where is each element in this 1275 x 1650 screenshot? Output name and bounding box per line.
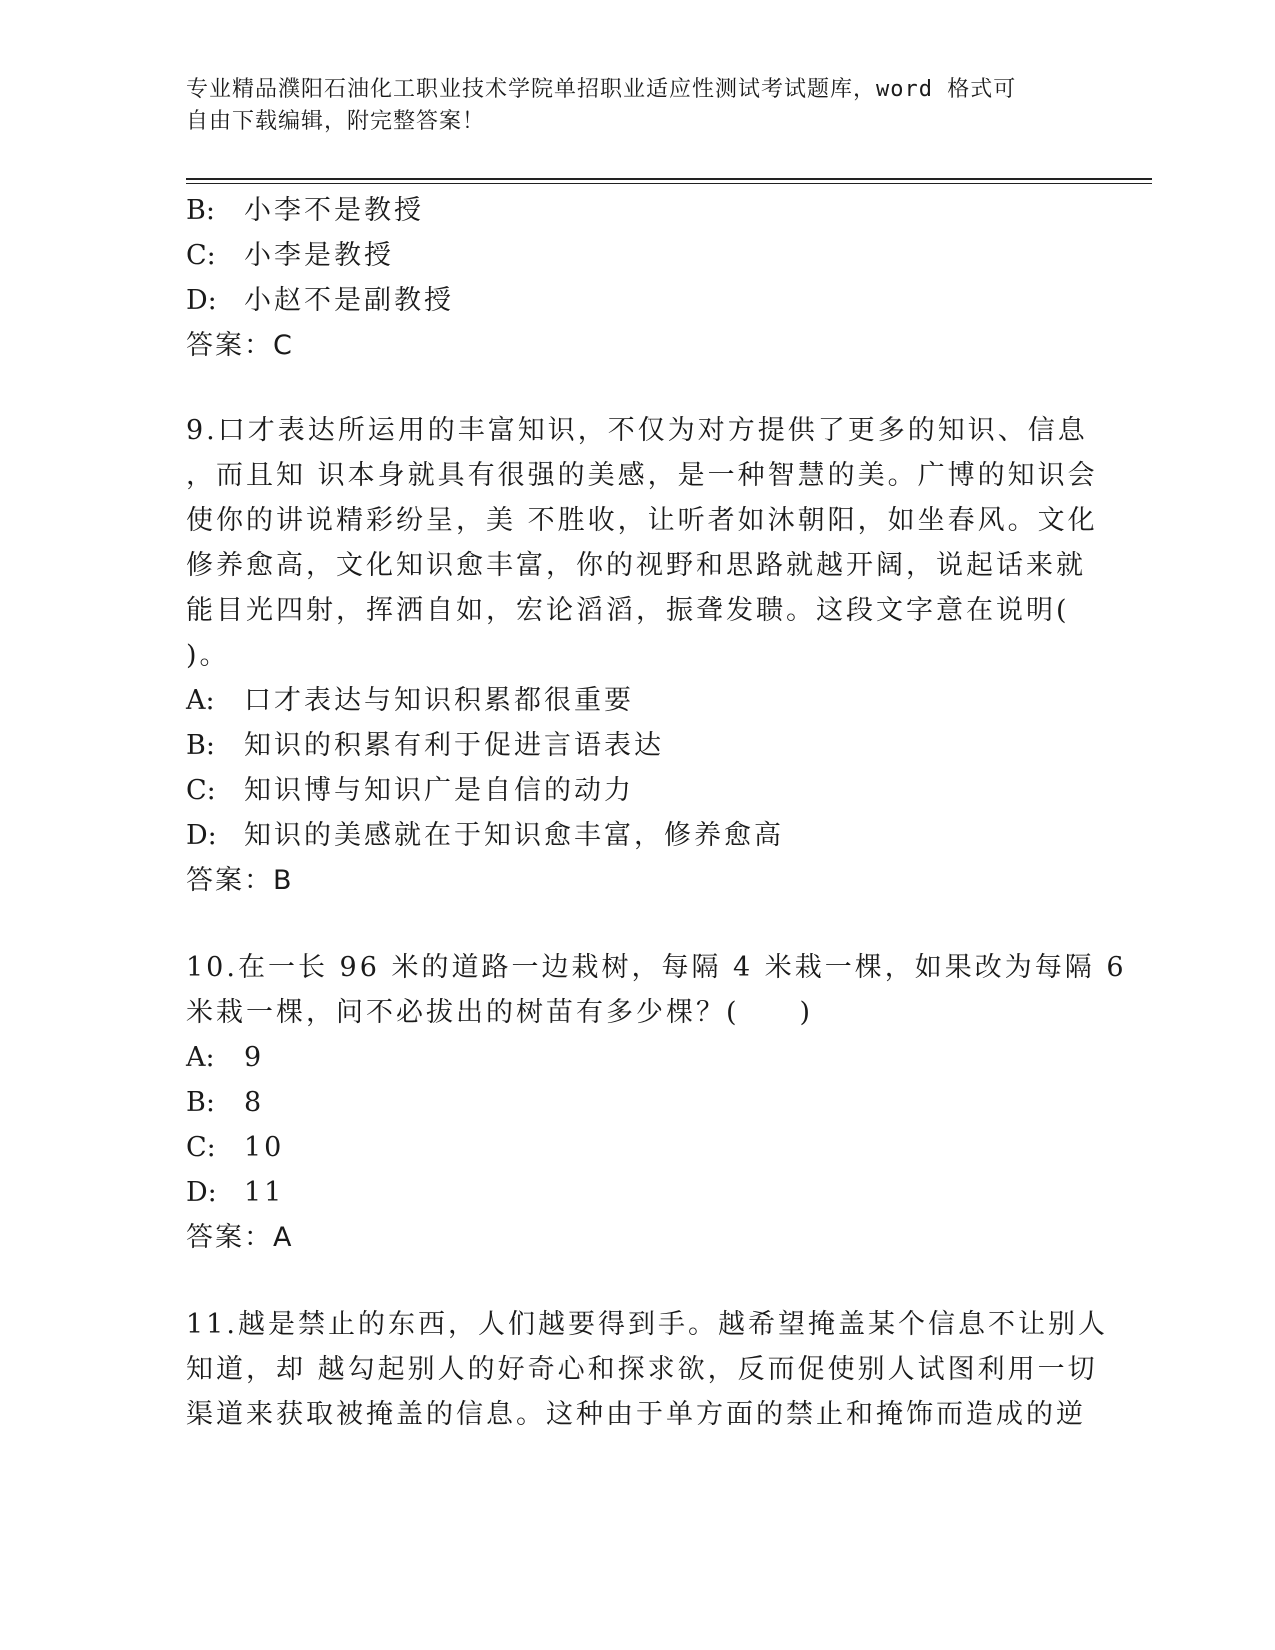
question-text-line: 使你的讲说精彩纷呈，美 不胜收，让听者如沐朝阳，如坐春风。文化 (186, 505, 1098, 536)
option-c (186, 768, 1106, 813)
question-text-line: )。 (186, 640, 230, 671)
option-c (186, 233, 1106, 278)
option-d (186, 813, 1106, 858)
question-text-line: 能目光四射，挥洒自如，宏论滔滔，振聋发聩。这段文字意在说明( (186, 595, 1070, 626)
question-8-options (186, 188, 1106, 368)
question-text-line: 渠道来获取被掩盖的信息。这种由于单方面的禁止和掩饰而造成的逆 (186, 1399, 1086, 1430)
question-text-line: ，而且知 识本身就具有很强的美感，是一种智慧的美。广博的知识会 (186, 460, 1098, 491)
option-letter: C: (186, 1132, 216, 1163)
question-text-line: 知道，却 越勾起别人的好奇心和探求欲，反而促使别人试图利用一切 (186, 1354, 1098, 1385)
option-text: 10 (244, 1132, 285, 1163)
option-letter: B: (186, 730, 215, 761)
option-text: 小李是教授 (244, 240, 394, 271)
option-b (186, 188, 1106, 233)
option-letter: D: (186, 820, 217, 851)
option-text: 知识博与知识广是自信的动力 (244, 775, 634, 806)
option-text: 小赵不是副教授 (244, 285, 454, 316)
answer-line: 答案：A (186, 1222, 294, 1253)
header-divider-thin (186, 183, 1152, 184)
option-letter: B: (186, 1087, 215, 1118)
option-text: 口才表达与知识积累都很重要 (244, 685, 634, 716)
option-b (186, 1080, 1106, 1125)
option-text: 知识的积累有利于促进言语表达 (244, 730, 664, 761)
question-11 (186, 1302, 1106, 1437)
question-text-line: 9.口才表达所运用的丰富知识，不仅为对方提供了更多的知识、信息 (186, 415, 1088, 446)
option-letter: A: (186, 1042, 215, 1073)
option-text: 知识的美感就在于知识愈丰富，修养愈高 (244, 820, 784, 851)
question-9 (186, 408, 1106, 903)
option-letter: B: (186, 195, 215, 226)
document-body (186, 188, 1127, 1437)
option-d (186, 278, 1106, 323)
answer-line: 答案：B (186, 865, 294, 896)
option-letter: D: (186, 1177, 217, 1208)
document-header (186, 74, 1066, 138)
option-c (186, 1125, 1106, 1170)
option-letter: C: (186, 775, 216, 806)
option-letter: D: (186, 285, 217, 316)
option-letter: A: (186, 685, 215, 716)
header-line-1: 专业精品濮阳石油化工职业技术学院单招职业适应性测试考试题库，word 格式可 (186, 77, 1017, 102)
question-text-line: 11.越是禁止的东西，人们越要得到手。越希望掩盖某个信息不让别人 (186, 1309, 1108, 1340)
question-text-line: 修养愈高，文化知识愈丰富，你的视野和思路就越开阔，说起话来就 (186, 550, 1086, 581)
option-letter: C: (186, 240, 216, 271)
header-divider-thick (186, 178, 1152, 180)
option-a (186, 678, 1106, 723)
option-d (186, 1170, 1106, 1215)
option-text: 小李不是教授 (244, 195, 424, 226)
option-text: 9 (244, 1042, 265, 1073)
option-a (186, 1035, 1106, 1080)
option-text: 11 (244, 1177, 285, 1208)
header-line-2: 自由下载编辑，附完整答案！ (186, 109, 486, 134)
option-text: 8 (244, 1087, 265, 1118)
question-10 (186, 945, 1127, 1260)
answer-line: 答案：C (186, 330, 294, 361)
question-text-line: 10.在一长 96 米的道路一边栽树，每隔 4 米栽一棵，如果改为每隔 6 (186, 952, 1127, 983)
question-text-line: 米栽一棵，问不必拔出的树苗有多少棵？( ) (186, 997, 814, 1028)
option-b (186, 723, 1106, 768)
